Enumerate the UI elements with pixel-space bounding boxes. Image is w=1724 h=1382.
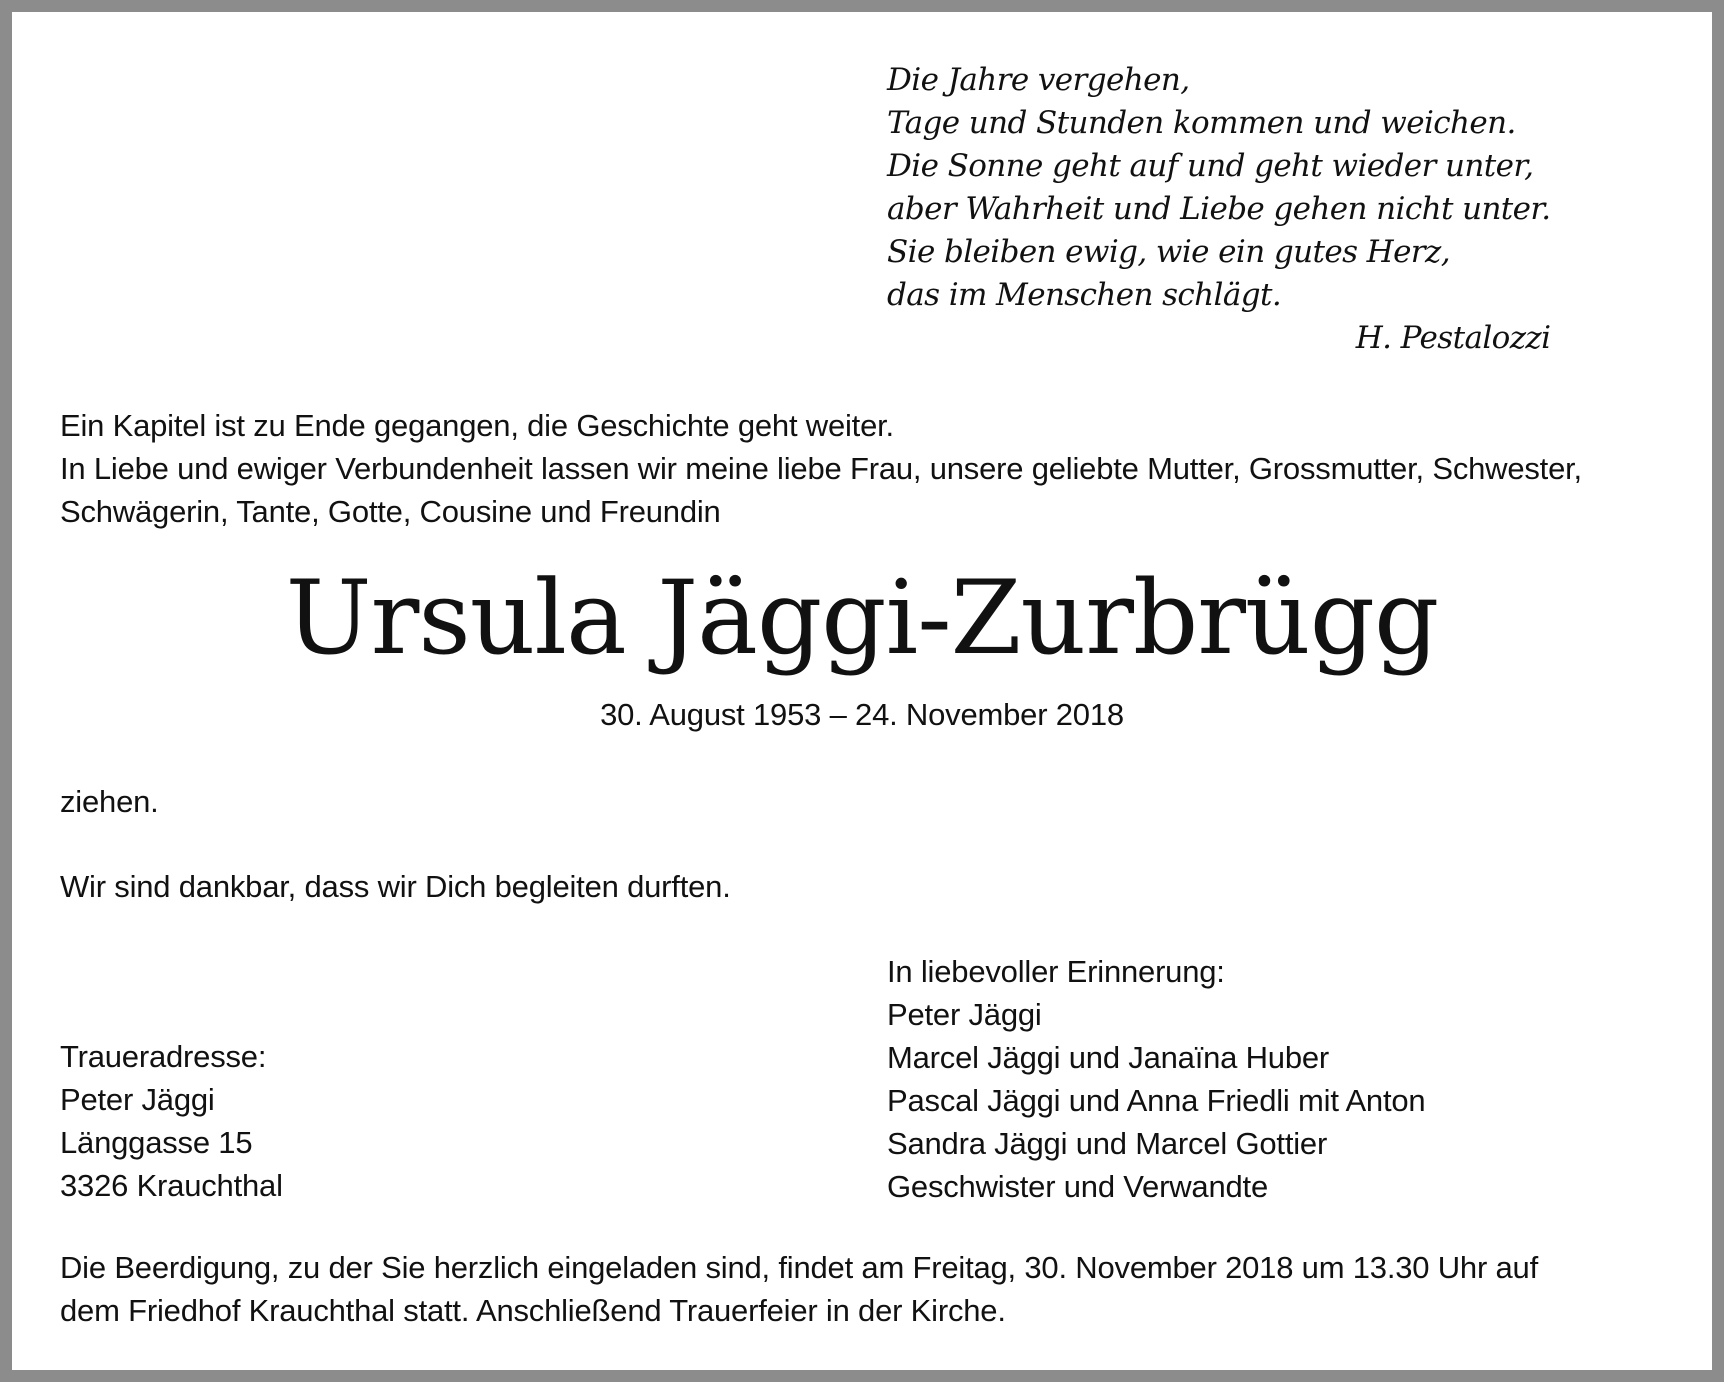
address-street: Länggasse 15 xyxy=(60,1125,253,1160)
family-member: Peter Jäggi xyxy=(887,997,1042,1032)
poem-author: H. Pestalozzi xyxy=(1355,320,1551,356)
poem-line: Die Sonne geht auf und geht wieder unter, xyxy=(887,148,1534,184)
family-member: Sandra Jäggi und Marcel Gottier xyxy=(887,1126,1328,1161)
funeral-notice-line: Die Beerdigung, zu der Sie herzlich eingeladen sind, findet am Freitag, 30. November 2018 um 13.30 Uhr auf xyxy=(60,1250,1539,1285)
mourning-address xyxy=(60,1035,283,1207)
family-member: Marcel Jäggi und Janaïna Huber xyxy=(887,1040,1330,1075)
address-city: 3326 Krauchthal xyxy=(60,1168,283,1203)
obituary-sheet xyxy=(12,12,1712,1370)
address-heading: Traueradresse: xyxy=(60,1039,267,1074)
family-heading: In liebevoller Erinnerung: xyxy=(887,954,1225,989)
poem-line: Die Jahre vergehen, xyxy=(887,62,1190,98)
family-member: Geschwister und Verwandte xyxy=(887,1169,1268,1204)
poem-line: Sie bleiben ewig, wie ein gutes Herz, xyxy=(887,234,1451,270)
funeral-notice-line: dem Friedhof Krauchthal statt. Anschließend Trauerfeier in der Kirche. xyxy=(60,1293,1006,1328)
family-member: Pascal Jäggi und Anna Friedli mit Anton xyxy=(887,1083,1426,1118)
intro-line: Schwägerin, Tante, Gotte, Cousine und Freundin xyxy=(60,494,721,529)
poem-line: das im Menschen schlägt. xyxy=(887,277,1282,313)
intro-text xyxy=(60,404,1690,533)
family-signatures xyxy=(887,950,1425,1208)
address-name: Peter Jäggi xyxy=(60,1082,215,1117)
life-dates: 30. August 1953 – 24. November 2018 xyxy=(600,697,1124,732)
poem-block xyxy=(887,59,1550,360)
intro-line: Ein Kapitel ist zu Ende gegangen, die Geschichte geht weiter. xyxy=(60,408,894,443)
poem-line: Tage und Stunden kommen und weichen. xyxy=(887,105,1516,141)
intro-continuation: ziehen. xyxy=(60,784,159,819)
poem-line: aber Wahrheit und Liebe gehen nicht unter. xyxy=(887,191,1551,227)
gratitude-text: Wir sind dankbar, dass wir Dich begleiten durften. xyxy=(60,869,731,904)
deceased-name: Ursula Jäggi-Zurbrügg xyxy=(285,559,1439,678)
intro-line: In Liebe und ewiger Verbundenheit lassen wir meine liebe Frau, unsere geliebte Mutter, Grossmutter, Schwester, xyxy=(60,451,1582,486)
funeral-notice xyxy=(60,1246,1700,1332)
